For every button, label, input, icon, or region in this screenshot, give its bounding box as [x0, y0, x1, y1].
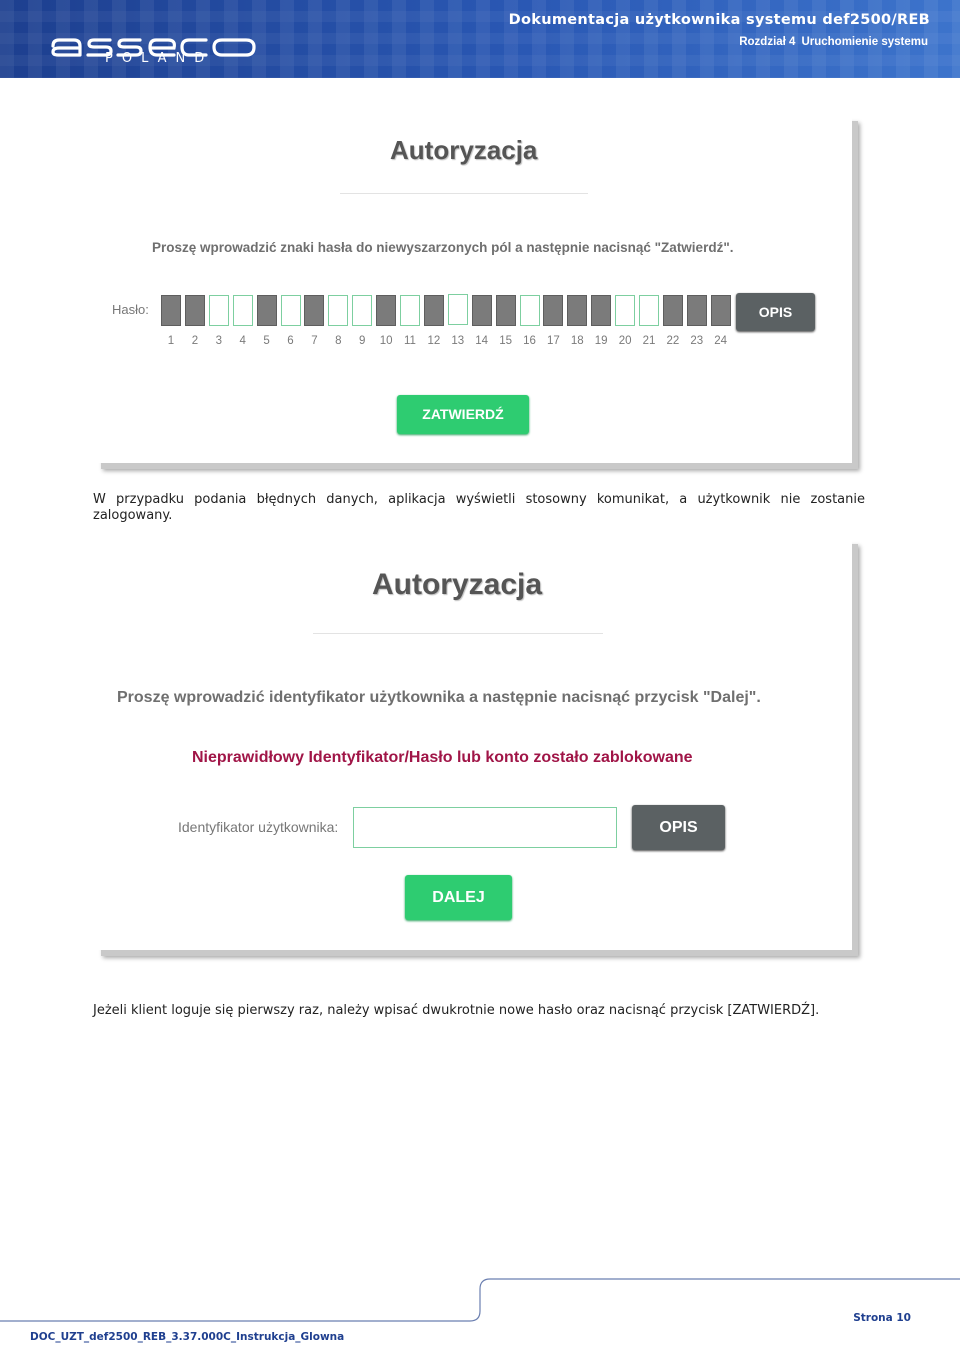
password-char-box [185, 295, 205, 326]
password-char-box [304, 295, 324, 326]
password-char-box [663, 295, 683, 326]
user-id-instruction: Proszę wprowadzić identyfikator użytkownika a następnie nacisnąć przycisk "Dalej". [117, 689, 761, 706]
password-char-box[interactable] [400, 295, 420, 326]
password-char-position: 23 [690, 335, 704, 347]
password-char-box [543, 295, 563, 326]
password-char-box [711, 295, 731, 326]
document-title: Dokumentacja użytkownika systemu def2500/REB [508, 12, 930, 28]
password-char-box[interactable] [615, 295, 635, 326]
password-char-position: 12 [427, 335, 441, 347]
password-char-box[interactable] [233, 295, 253, 326]
password-char-position: 15 [499, 335, 512, 347]
page-header [0, 0, 960, 78]
password-char-position: 11 [404, 335, 416, 347]
password-char-position: 7 [311, 335, 318, 347]
password-char-box[interactable] [352, 295, 372, 326]
password-char-box [257, 295, 277, 326]
password-char-position: 8 [335, 335, 342, 347]
password-char-box [376, 295, 396, 326]
chapter-heading [733, 36, 928, 48]
password-char-box[interactable] [209, 295, 229, 326]
password-char-position: 13 [451, 335, 465, 347]
chapter-title: Uruchomienie systemu [801, 36, 928, 48]
chapter-label: Rozdział 4 [739, 36, 796, 48]
user-id-label: Identyfikator użytkownika: [178, 819, 339, 835]
title-divider [313, 633, 603, 634]
password-char-position: 20 [618, 335, 632, 347]
password-char-box [687, 295, 707, 326]
next-button[interactable]: DALEJ [405, 875, 512, 920]
password-char-box [161, 295, 181, 326]
opis-button[interactable]: OPIS [632, 805, 725, 850]
password-char-box[interactable] [281, 295, 301, 326]
confirm-button[interactable]: ZATWIERDŹ [397, 395, 529, 434]
password-auth-screenshot [95, 115, 852, 463]
password-char-position: 5 [263, 335, 270, 347]
password-char-position: 22 [666, 335, 680, 347]
footer-page-number: Strona 10 [853, 1312, 911, 1324]
password-char-position: 9 [358, 335, 366, 347]
auth-title: Autoryzacja [390, 135, 538, 165]
password-char-box [496, 295, 516, 326]
logo-subtitle: POLAND [105, 51, 214, 66]
password-char-position: 21 [642, 335, 656, 347]
password-char-position: 3 [215, 335, 222, 347]
paragraph-login-error: W przypadku podania błędnych danych, aplikacja wyświetli stosowny komunikat, a użytkownik nie zostanie zalogowany. [93, 492, 865, 523]
password-char-position: 4 [239, 335, 246, 347]
error-message: Nieprawidłowy Identyfikator/Hasło lub konto zostało zablokowane [192, 749, 693, 766]
password-char-box [424, 295, 444, 326]
password-char-box [591, 295, 611, 326]
password-char-position: 19 [594, 335, 608, 347]
password-char-box[interactable] [639, 295, 659, 326]
password-char-position: 2 [191, 335, 199, 347]
password-char-box [567, 295, 587, 326]
user-id-input[interactable] [353, 807, 617, 848]
password-char-position: 1 [167, 335, 175, 347]
password-char-position: 17 [546, 335, 560, 347]
password-char-box[interactable] [328, 295, 348, 326]
auth-title: Autoryzacja [372, 568, 543, 601]
password-char-box[interactable] [520, 295, 540, 326]
password-char-position: 6 [287, 335, 294, 347]
password-char-position: 10 [379, 335, 393, 347]
password-char-position: 16 [523, 335, 536, 347]
password-char-position: 14 [475, 335, 489, 347]
password-instruction: Proszę wprowadzić znaki hasła do niewyszarzonych pól a następnie nacisnąć "Zatwierdź". [152, 240, 734, 255]
paragraph-first-login: Jeżeli klient loguje się pierwszy raz, należy wpisać dwukrotnie nowe hasło oraz nacisnąć przycisk [ZATWIERDŹ]. [93, 1003, 820, 1018]
opis-button[interactable]: OPIS [736, 293, 815, 331]
password-char-box [472, 295, 492, 326]
password-char-position: 18 [570, 335, 584, 347]
footer-document-id: DOC_UZT_def2500_REB_3.37.000C_Instrukcja_Glowna [30, 1331, 345, 1343]
password-label: Hasło: [112, 302, 149, 317]
title-divider [340, 193, 588, 194]
password-char-box[interactable] [448, 294, 468, 325]
user-id-auth-screenshot [95, 538, 852, 950]
password-char-position: 24 [714, 335, 728, 347]
